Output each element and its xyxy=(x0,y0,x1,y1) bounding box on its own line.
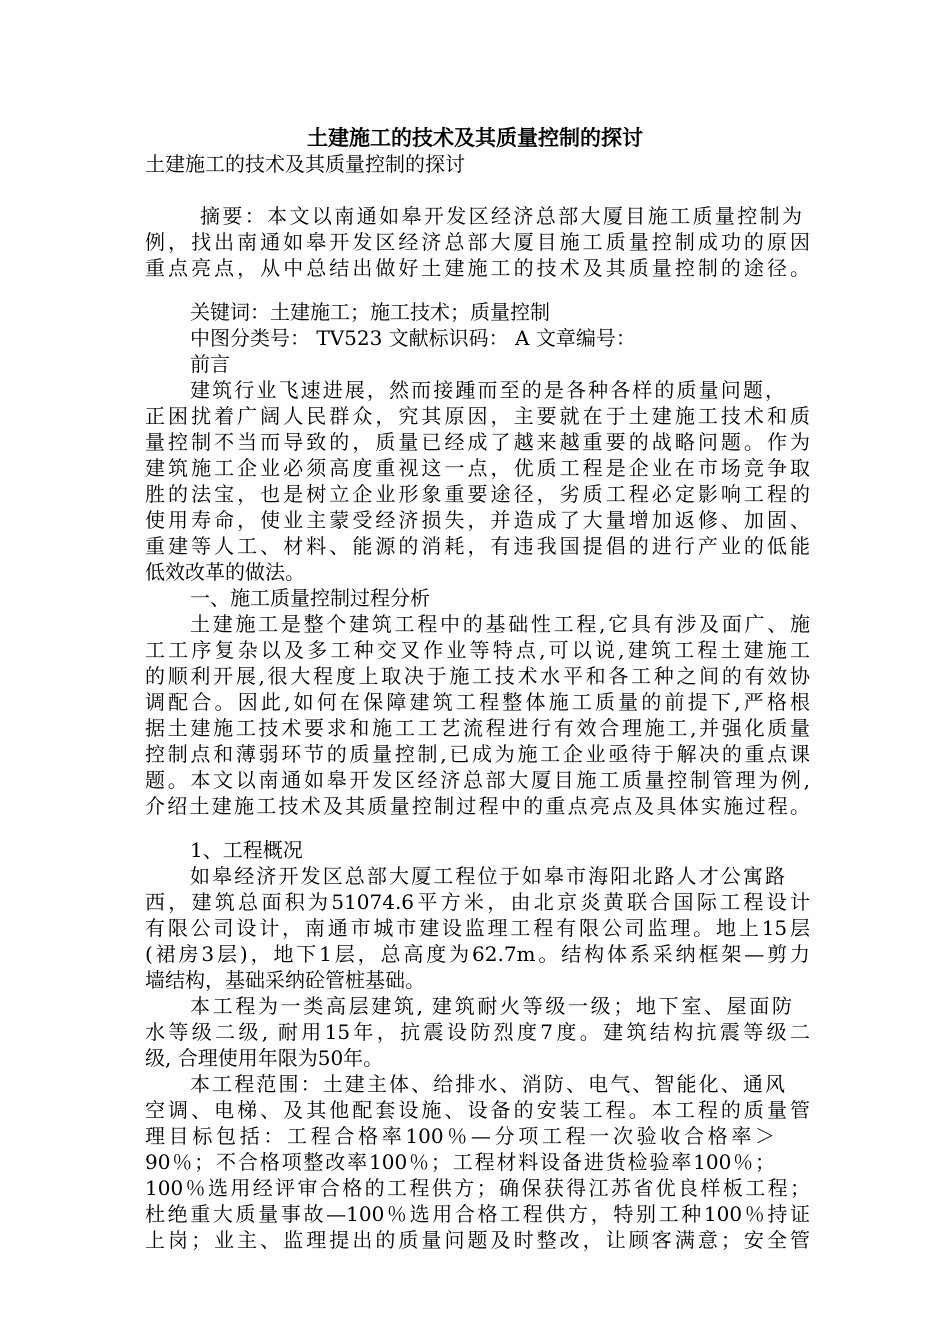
paragraph-line: 题。本文以南通如皋开发区经济总部大厦目施工质量控制管理为例, xyxy=(145,768,810,792)
paragraph-line: 工工序复杂以及多工种交叉作业等特点,可以说,建筑工程土建施工 xyxy=(145,638,810,662)
abstract-line: 重点亮点，从中总结出做好土建施工的技术及其质量控制的途径。 xyxy=(145,256,810,280)
paragraph-line: 本工程范围：土建主体、给排水、消防、电气、智能化、通风 xyxy=(190,1072,785,1096)
paragraph-line: 墙结构，基础采纳砼管桩基础。 xyxy=(145,968,425,992)
section-heading-1-1: 1、工程概况 xyxy=(190,838,303,862)
paragraph-line: 100％选用经评审合格的工程供方；确保获得江苏省优良样板工程； xyxy=(145,1176,810,1200)
paragraph-line: 据土建施工技术要求和施工工艺流程进行有效合理施工,并强化质量 xyxy=(145,716,810,740)
paragraph-line: 上岗；业主、监理提出的质量问题及时整改，让顾客满意；安全管 xyxy=(145,1228,810,1252)
section-heading-1: 一、施工质量控制过程分析 xyxy=(190,586,430,610)
paragraph-line: 重建等人工、材料、能源的消耗，有违我国提倡的进行产业的低能 xyxy=(145,534,810,558)
paragraph-line: 控制点和薄弱环节的质量控制,已成为施工企业亟待于解决的重点课 xyxy=(145,742,810,766)
abstract-line: 例，找出南通如皋开发区经济总部大厦目施工质量控制成功的原因 xyxy=(145,230,810,254)
paragraph-line: 如皋经济开发区总部大厦工程位于如皋市海阳北路人才公寓路 xyxy=(190,864,785,888)
document-title: 土建施工的技术及其质量控制的探讨 xyxy=(307,126,643,150)
document-subtitle: 土建施工的技术及其质量控制的探讨 xyxy=(145,152,465,176)
paragraph-line: 土建施工是整个建筑工程中的基础性工程,它具有涉及面广、施 xyxy=(190,612,810,636)
paragraph-line: 水等级二级, 耐用15年，抗震设防烈度7度。建筑结构抗震等级二 xyxy=(145,1020,810,1044)
paragraph-line: 使用寿命，使业主蒙受经济损失，并造成了大量增加返修、加固、 xyxy=(145,508,810,532)
paragraph-line: 建筑施工企业必须高度重视这一点，优质工程是企业在市场竞争取 xyxy=(145,456,810,480)
paragraph-line: 杜绝重大质量事故—100％选用合格工程供方，特别工种100％持证 xyxy=(145,1202,810,1226)
paragraph-line: 正困扰着广阔人民群众，究其原因，主要就在于土建施工技术和质 xyxy=(145,404,810,428)
paragraph-line: 西，建筑总面积为51074.6平方米，由北京炎黄联合国际工程设计 xyxy=(145,890,810,914)
classification-line: 中图分类号： TV523 文献标识码： A 文章编号： xyxy=(190,326,636,350)
paragraph-line: 建筑行业飞速进展，然而接踵而至的是各种各样的质量问题， xyxy=(190,378,785,402)
paragraph-line: 有限公司设计，南通市城市建设监理工程有限公司监理。地上15层 xyxy=(145,916,810,940)
paragraph-line: 级, 合理使用年限为50年。 xyxy=(145,1046,384,1070)
paragraph-line: 胜的法宝，也是树立企业形象重要途径，劣质工程必定影响工程的 xyxy=(145,482,810,506)
paragraph-line: 理目标包括：工程合格率100％—分项工程一次验收合格率＞ xyxy=(145,1124,775,1148)
paragraph-line: 调配合。因此,如何在保障建筑工程整体施工质量的前提下,严格根 xyxy=(145,690,810,714)
keywords-line: 关键词：土建施工；施工技术；质量控制 xyxy=(190,300,550,324)
paragraph-line: 空调、电梯、及其他配套设施、设备的安装工程。本工程的质量管 xyxy=(145,1098,810,1122)
section-heading-preface: 前言 xyxy=(190,352,230,376)
paragraph-line: 本工程为一类高层建筑, 建筑耐火等级一级；地下室、屋面防 xyxy=(190,994,792,1018)
paragraph-line: 90％；不合格项整改率100％；工程材料设备进货检验率100％； xyxy=(145,1150,775,1174)
paragraph-line: 的顺利开展,很大程度上取决于施工技术水平和各工种之间的有效协 xyxy=(145,664,810,688)
paragraph-line: 低效改革的做法。 xyxy=(145,560,305,584)
paragraph-line: (裙房3层)，地下1层，总高度为62.7m。结构体系采纳框架—剪力 xyxy=(145,942,810,966)
abstract-line: 摘要：本文以南通如皋开发区经济总部大厦目施工质量控制为 xyxy=(200,204,802,228)
paragraph-line: 介绍土建施工技术及其质量控制过程中的重点亮点及具体实施过程。 xyxy=(145,794,810,818)
paragraph-line: 量控制不当而导致的，质量已经成了越来越重要的战略问题。作为 xyxy=(145,430,810,454)
